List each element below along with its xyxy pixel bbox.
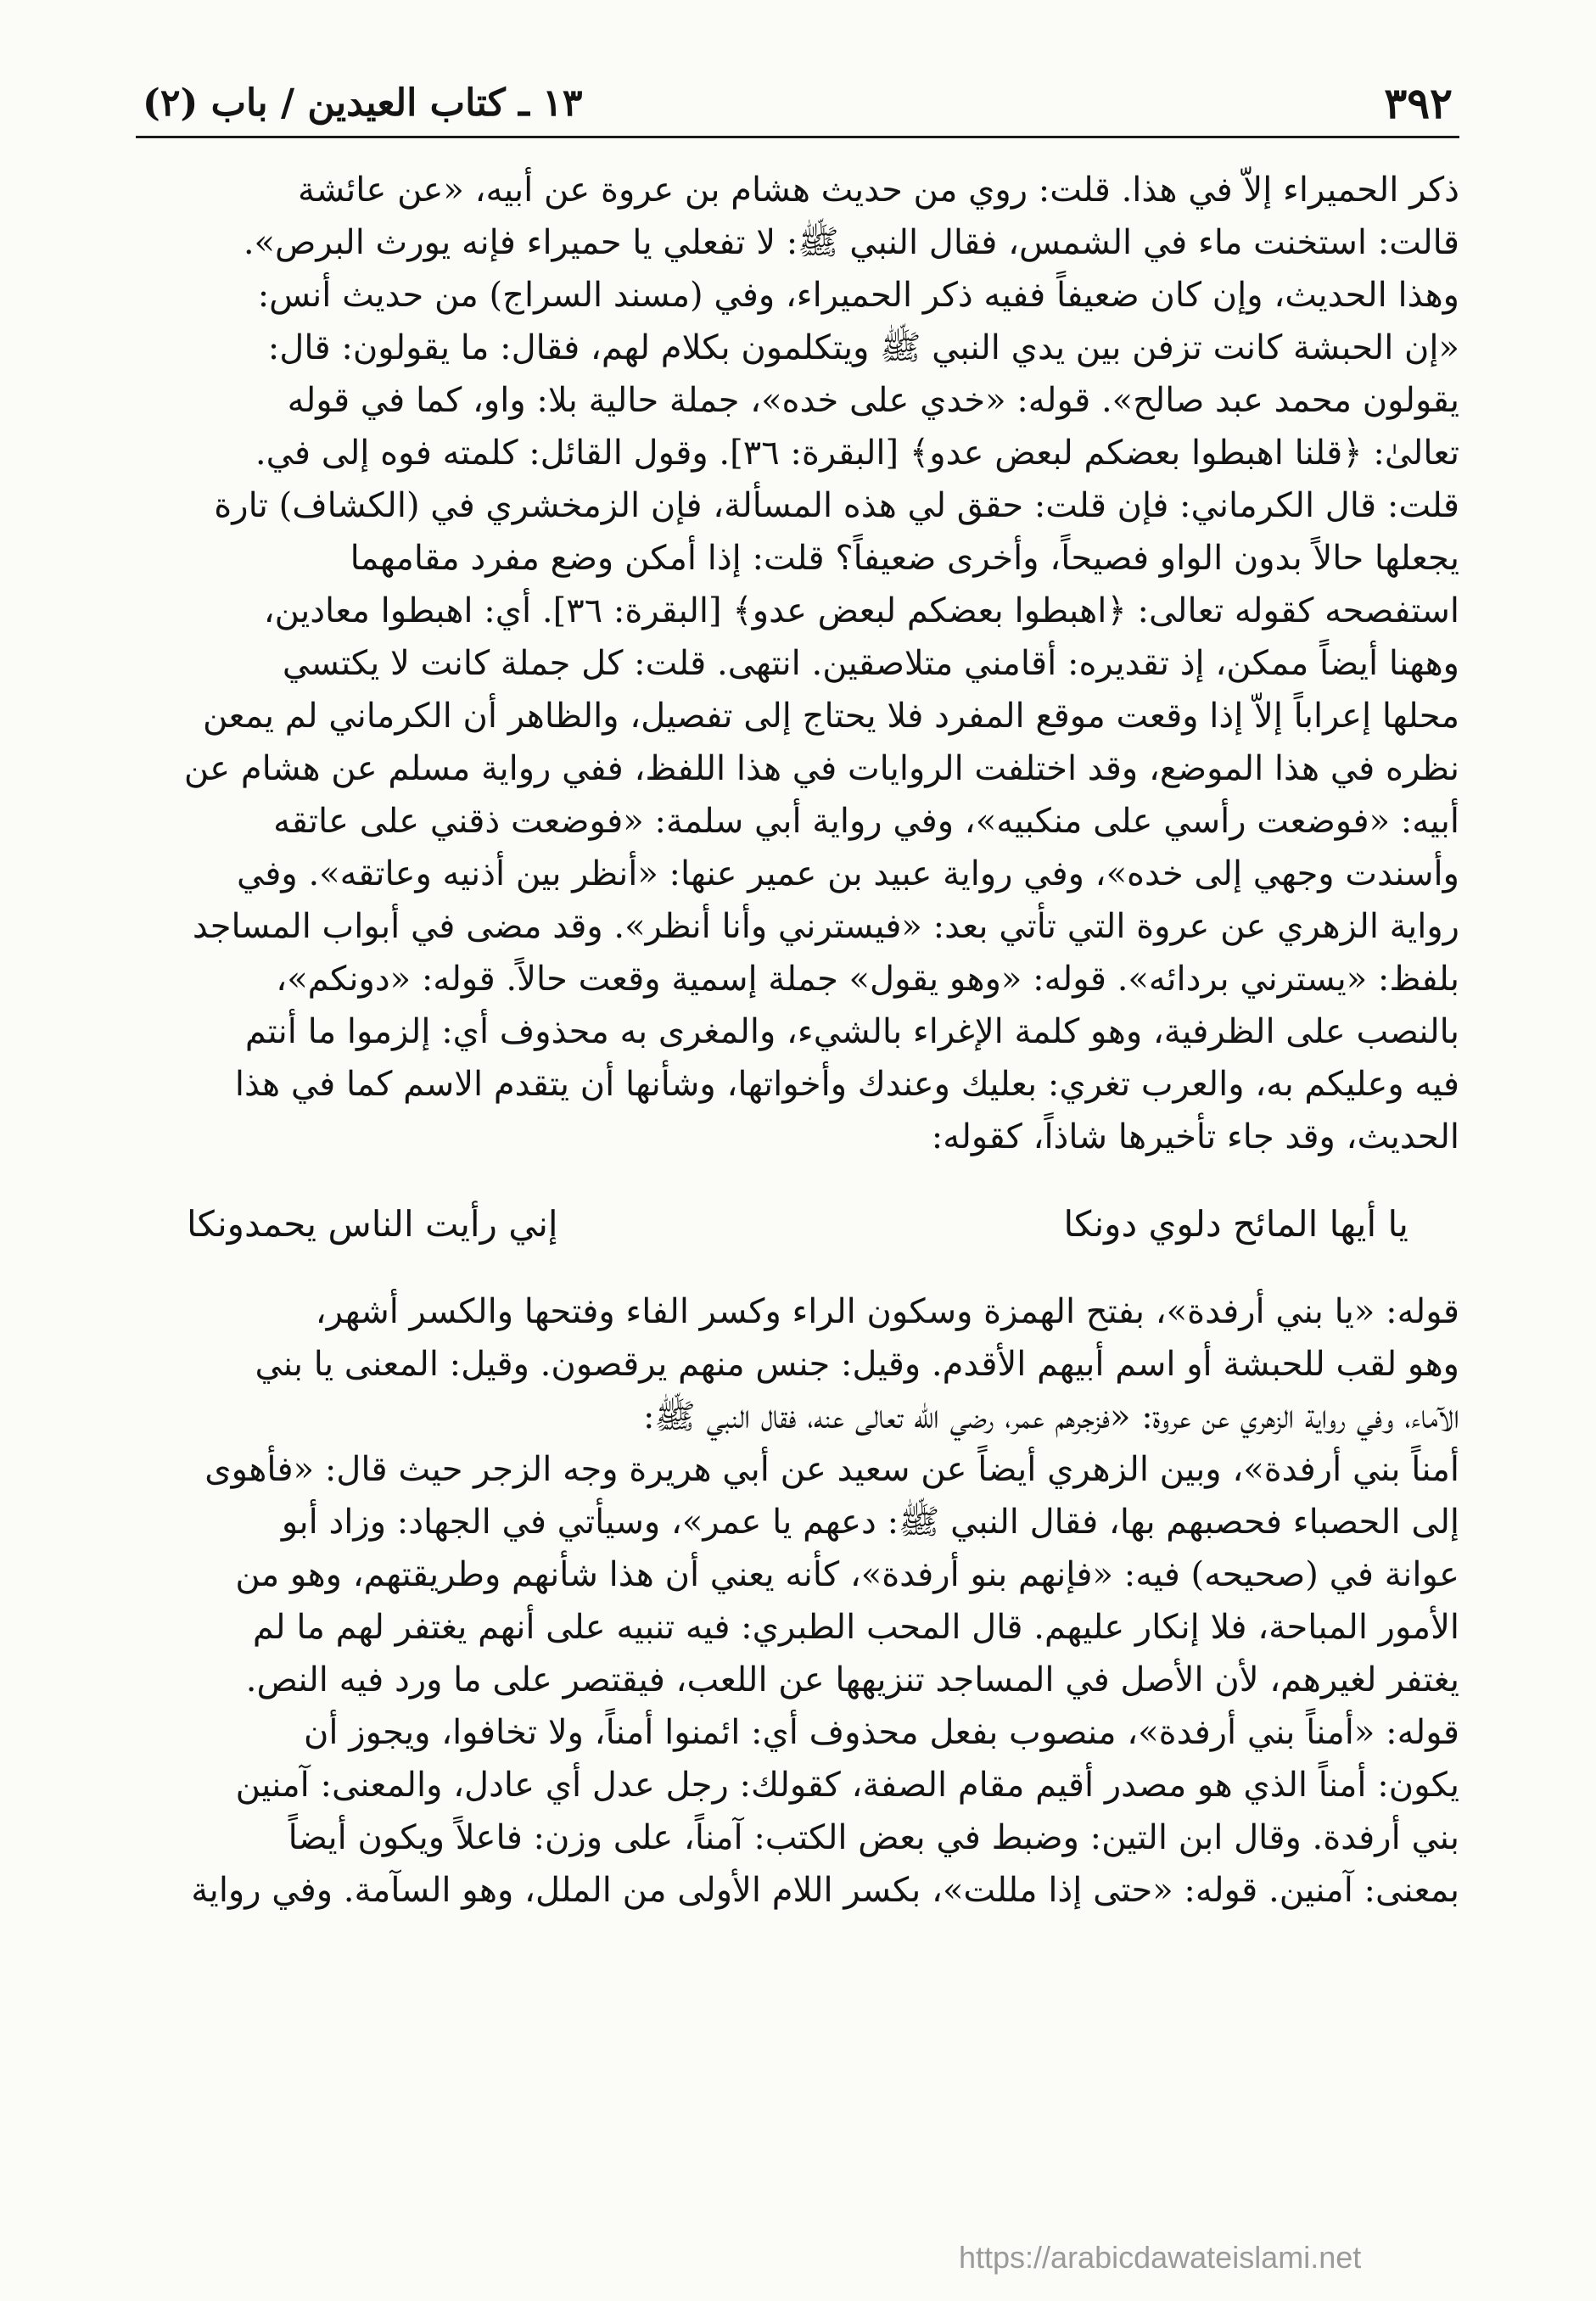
text-line: وههنا أيضاً ممكن، إذ تقديره: أقامني متلاصقين. انتهى. قلت: كل جملة كانت لا يكتسي — [282, 644, 1459, 683]
paragraph-1 — [136, 164, 1459, 1163]
text-line: يغتفر لغيرهم، لأن الأصل في المساجد تنزيهها عن اللعب، فيقتصر على ما ورد فيه النص. — [245, 1660, 1459, 1699]
text-line: فيه وعليكم به، والعرب تغري: بعليك وعندك وأخواتها، وشأنها أن يتقدم الاسم كما في هذا — [234, 1065, 1459, 1104]
text-line: قالت: استخنت ماء في الشمس، فقال النبي ﷺ: لا تفعلي يا حميراء فإنه يورث البرص». — [243, 223, 1459, 262]
text-line: تعالىٰ: ﴿قلنا اهبطوا بعضكم لبعض عدو﴾ [البقرة: ٣٦]. وقول القائل: كلمته فوه إلى في. — [255, 434, 1459, 473]
text-line: وهو لقب للحبشة أو اسم أبيهم الأقدم. وقيل: جنس منهم يرقصون. وقيل: المعنى يا بني — [255, 1345, 1459, 1384]
text-line: بني أرفدة. وقال ابن التين: وضبط في بعض الكتب: آمناً، على وزن: فاعلاً ويكون أيضاً — [288, 1818, 1459, 1857]
text-line: قوله: «يا بني أرفدة»، بفتح الهمزة وسكون الراء وكسر الفاء وفتحها والكسر أشهر، — [315, 1292, 1459, 1331]
text-line: يجعلها حالاً بدون الواو فصيحاً، وأخرى ضعيفاً؟ قلت: إذا أمكن وضع مفرد مقامهما — [350, 539, 1459, 578]
text-line: بلفظ: «يسترني بردائه». قوله: «وهو يقول» جملة إسمية وقعت حالاً. قوله: «دونكم»، — [276, 960, 1459, 999]
text-line: قوله: «أمناً بني أرفدة»، منصوب بفعل محذوف أي: ائمنوا أمناً، ولا تخافوا، ويجوز أن — [303, 1713, 1459, 1752]
page-number: ٣٩٢ — [1384, 78, 1453, 128]
verse-second-hemistich: إني رأيت الناس يحمدونكا — [187, 1203, 558, 1245]
verse-first-hemistich: يا أيها المائح دلوي دونكا — [1063, 1203, 1408, 1245]
text-line: ذكر الحميراء إلاّ في هذا. قلت: روي من حديث هشام بن عروة عن أبيه، «عن عائشة — [298, 171, 1459, 210]
text-line: «إن الحبشة كانت تزفن بين يدي النبي ﷺ ويتكلمون بكلام لهم، فقال: ما يقولون: قال: — [267, 328, 1459, 367]
text-line: وأسندت وجهي إلى خده»، وفي رواية عبيد بن عمير عنها: «أنظر بين أذنيه وعاتقه». وفي — [236, 854, 1459, 893]
text-line: بمعنى: آمنين. قوله: «حتى إذا مللت»، بكسر اللام الأولى من الملل، وهو السآمة. وفي رواية — [191, 1871, 1459, 1910]
watermark-url: https://arabicdawateislami.net — [959, 2240, 1362, 2275]
text-line: الحديث، وقد جاء تأخيرها شاذاً، كقوله: — [931, 1117, 1459, 1156]
text-line: رواية الزهري عن عروة التي تأتي بعد: «فيسترني وأنا أنظر». وقد مضى في أبواب المساجد — [192, 907, 1459, 946]
text-line: قلت: قال الكرماني: فإن قلت: حقق لي هذه المسألة، فإن الزمخشري في (الكشاف) تارة — [214, 486, 1459, 525]
text-line: نظره في هذا الموضع، وقد اختلفت الروايات في هذا اللفظ، ففي رواية مسلم عن هشام عن — [183, 749, 1459, 788]
text-line: أمناً بني أرفدة»، وبين الزهري أيضاً عن سعيد عن أبي هريرة وجه الزجر حيث قال: «فأهوى — [204, 1450, 1459, 1489]
poetry-verse — [187, 1197, 1408, 1251]
text-line: بالنصب على الظرفية، وهو كلمة الإغراء بالشيء، والمغرى به محذوف أي: إلزموا ما أنتم — [244, 1012, 1459, 1051]
paragraph-2 — [136, 1285, 1459, 1917]
text-line: وهذا الحديث، وإن كان ضعيفاً ففيه ذكر الحميراء، وفي (مسند السراج) من حديث أنس: — [257, 276, 1459, 315]
text-line: الآماء، وفي رواية الزهري عن عروة: «فزجرهم عمر، رضي الله تعالى عنه، فقال النبي ﷺ: — [642, 1397, 1459, 1436]
text-line: يقولون محمد عبد صالح». قوله: «خدي على خده»، جملة حالية بلا: واو، كما في قوله — [287, 381, 1459, 420]
text-line: الأمور المباحة، فلا إنكار عليهم. قال المحب الطبري: فيه تنبيه على أنهم يغتفر لهم ما لم — [252, 1608, 1459, 1647]
page-header — [136, 76, 1459, 138]
text-line: محلها إعراباً إلاّ إذا وقعت موقع المفرد فلا يحتاج إلى تفصيل، والظاهر أن الكرماني لم يمعن — [203, 697, 1459, 736]
text-line: يكون: أمناً الذي هو مصدر أقيم مقام الصفة، كقولك: رجل عدل أي عادل، والمعنى: آمنين — [235, 1766, 1459, 1805]
text-line: أبيه: «فوضعت رأسي على منكبيه»، وفي رواية أبي سلمة: «فوضعت ذقني على عاتقه — [273, 802, 1459, 841]
text-line: استفصحه كقوله تعالى: ﴿اهبطوا بعضكم لبعض عدو﴾ [البقرة: ٣٦]. أي: اهبطوا معادين، — [263, 591, 1459, 630]
text-line: عوانة في (صحيحه) فيه: «فإنهم بنو أرفدة»، كأنه يعني أن هذا شأنهم وطريقتهم، وهو من — [235, 1555, 1459, 1594]
running-title: ١٣ ـ كتاب العيدين / باب (٢) — [143, 81, 583, 125]
document-page — [136, 76, 1459, 2248]
text-line: إلى الحصباء فحصبهم بها، فقال النبي ﷺ: دعهم يا عمر»، وسيأتي في الجهاد: وزاد أبو — [281, 1503, 1459, 1542]
